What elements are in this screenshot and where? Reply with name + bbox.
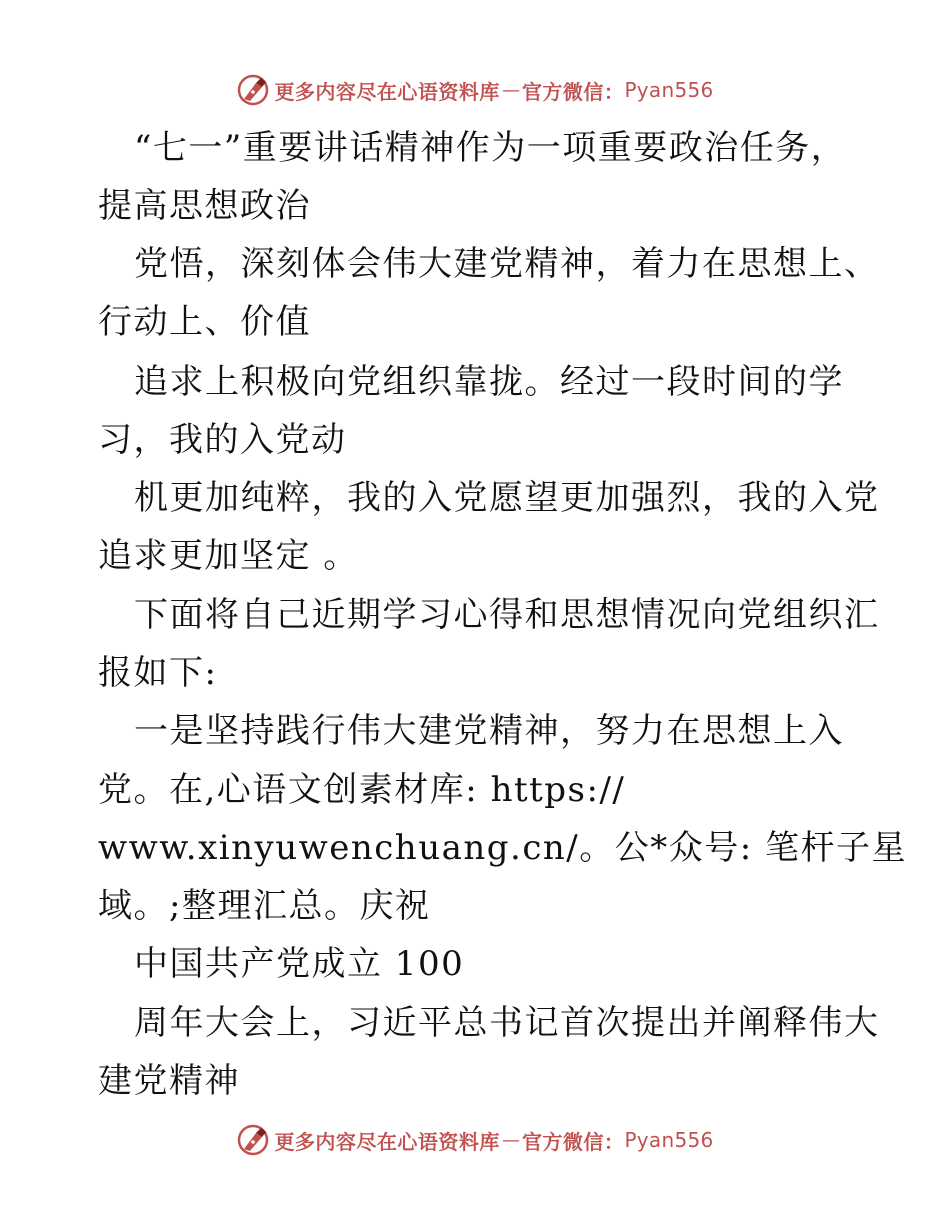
banner-separator: — <box>501 79 520 101</box>
body-line: 建党精神 <box>98 1061 240 1101</box>
body-line: 下面将自己近期学习心得和思想情况向党组织汇 <box>134 595 880 635</box>
body-line: 报如下: <box>98 653 218 693</box>
body-line: 追求上积极向党组织靠拢。经过一段时间的学 <box>134 362 844 402</box>
body-line: 中国共产党成立 100 <box>134 944 465 984</box>
body-line: “七一”重要讲话精神作为一项重要政治任务， <box>134 128 847 168</box>
pen-nib-logo-icon <box>236 1123 270 1157</box>
banner-brand-text: 更多内容尽在心语资料库 <box>274 79 500 104</box>
body-line: 机更加纯粹，我的入党愿望更加强烈，我的入党 <box>134 478 880 518</box>
header-banner <box>0 72 950 108</box>
body-line: 域。;整理汇总。庆祝 <box>98 886 431 926</box>
body-line: 行动上、价值 <box>98 302 311 342</box>
body-line: 党悟，深刻体会伟大建党精神，着力在思想上、 <box>134 244 880 284</box>
banner-wechat-id: Pyan556 <box>624 1128 714 1152</box>
banner-wechat-id: Pyan556 <box>624 78 714 102</box>
banner-official-label: 官方微信： <box>521 79 625 104</box>
body-line: 周年大会上，习近平总书记首次提出并阐释伟大 <box>134 1003 880 1043</box>
body-line: 提高思想政治 <box>98 186 311 226</box>
body-line: 一是坚持践行伟大建党精神，努力在思想上入 <box>134 711 844 751</box>
body-line: 党。在,心语文创素材库: https:// <box>98 770 626 810</box>
body-line: 追求更加坚定 。 <box>98 536 359 576</box>
banner-brand-text: 更多内容尽在心语资料库 <box>274 1129 500 1154</box>
footer-banner <box>0 1122 950 1158</box>
pen-nib-logo-icon <box>236 73 270 107</box>
body-line: 习，我的入党动 <box>98 420 347 460</box>
banner-official-label: 官方微信： <box>521 1129 625 1154</box>
banner-separator: — <box>501 1129 520 1151</box>
body-line: www.xinyuwenchuang.cn/。公*众号: 笔杆子星 <box>98 828 907 868</box>
